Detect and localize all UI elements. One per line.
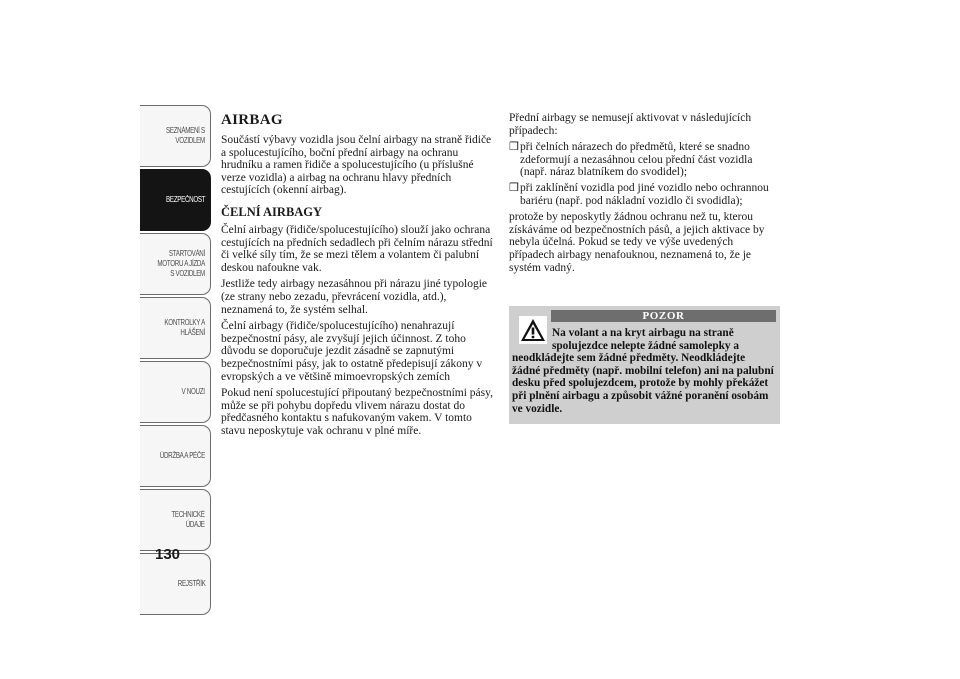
chapter-tabs (140, 105, 211, 617)
checkbox-bullet-icon: ❒ (509, 181, 519, 194)
subsection-heading: ČELNÍ AIRBAGY (221, 204, 323, 219)
warning-text-content: Na volant a na kryt airbagu na straně spolujezdce nelepte žádné samolepky a neodkládejte sem žádné předměty. Neodkládejte žádné předměty (např. mobilní telefon) ani na palubní desku před spolujezdcem, protože by mohly překážet při plnění airbagu a způsobit vážné poranění osobám ve vozidle. (512, 327, 774, 415)
tab-label: STARTOVÁNÍ MOTORU A JÍZDA S VOZIDLEM (157, 249, 205, 278)
bullet-list (509, 141, 781, 207)
tab-seznameni-s-vozidlem[interactable] (140, 105, 211, 167)
tab-label: TECHNICKÉ ÚDAJE (171, 510, 205, 529)
tab-startovani-motoru[interactable] (140, 233, 211, 295)
paragraph: Čelní airbagy (řidiče/spolucestujícího) nenahrazují bezpečnostní pásy, ale zvyšují jejich účinnost. Z toho důvodu se doporučuje jezdit zásadně se zapnutými bezpečnostními pásy, jak to ostatně předepisují zákony v evropských a ve většině mimoevropských zemích (221, 320, 483, 383)
warning-box (509, 306, 780, 424)
tab-v-nouzi[interactable] (140, 361, 211, 423)
list-item-text: při zaklínění vozidla pod jiné vozidlo nebo ochrannou bariéru (např. pod nákladní vozidlo či svodidla); (520, 181, 769, 207)
paragraph: Čelní airbagy (řidiče/spolucestujícího) slouží jako ochrana cestujících na předních sedadlech při čelním nárazu střední či velké síly tím, že se mezi tělem a volantem či palubní deskou nafoukne vak. (221, 223, 493, 274)
section-heading: AIRBAG (221, 112, 283, 128)
tab-label: BEZPEČNOST (165, 195, 205, 204)
checkbox-bullet-icon: ❒ (509, 141, 519, 154)
tab-technicke-udaje[interactable] (140, 489, 211, 551)
tab-label: SEZNÁMENÍ S VOZIDLEM (166, 126, 205, 145)
left-column (221, 112, 493, 441)
intro-paragraph: Součástí výbavy vozidla jsou čelní airbagy na straně řidiče a spolucestujícího, boční přední airbagy na ochranu hrudníku a ramen řidiče a spolucestujícího (u příslušné verze vozidla) a airbag na ochranu hlavy předních cestujících (okenní airbag). (221, 134, 492, 197)
intro-paragraph: Přední airbagy se nemusejí aktivovat v následujících případech: (509, 112, 752, 137)
tab-bezpecnost[interactable] (140, 169, 211, 231)
tab-udrzba-a-pece[interactable] (140, 425, 211, 487)
list-item (509, 141, 781, 179)
tab-label: ÚDRŽBA A PÉČE (159, 451, 205, 460)
list-item-text: při čelních nárazech do předmětů, které se snadno zdeformují a nezasáhnou celou přední část vozidla (např. náraz blatníkem do svodidel); (520, 141, 753, 179)
list-item (509, 182, 781, 207)
paragraph: Jestliže tedy airbagy nezasáhnou při nárazu jiné typologie (ze strany nebo zezadu, převrácení vozidla, atd.), neznamená to, že systém selhal. (221, 278, 487, 316)
tab-label: REJSTŘÍK (177, 579, 205, 588)
warning-title: POZOR (551, 310, 776, 322)
page-number: 130 (155, 546, 181, 563)
warning-text (512, 327, 776, 415)
outro-paragraph: protože by neposkytly žádnou ochranu než tu, kterou získáváme od bezpečnostních pásů, a jejich aktivace by nebyla účelná. Pokud se tedy ve výše uvedených případech airbagy nenafouknou, neznamená to, že je systém vadný. (509, 211, 765, 274)
paragraph: Pokud není spolucestující připoutaný bezpečnostními pásy, může se při pohybu dopředu vlivem nárazu dostat do předčasného kontaktu s nafukovaným vakem. V tomto stavu neposkytuje vak ochranu v plné míře. (221, 387, 494, 437)
tab-label: KONTROLKY A HLÁŠENÍ (164, 318, 205, 337)
tab-label: V NOUZI (181, 387, 205, 396)
right-column (509, 112, 781, 278)
tab-kontrolky-a-hlaseni[interactable] (140, 297, 211, 359)
